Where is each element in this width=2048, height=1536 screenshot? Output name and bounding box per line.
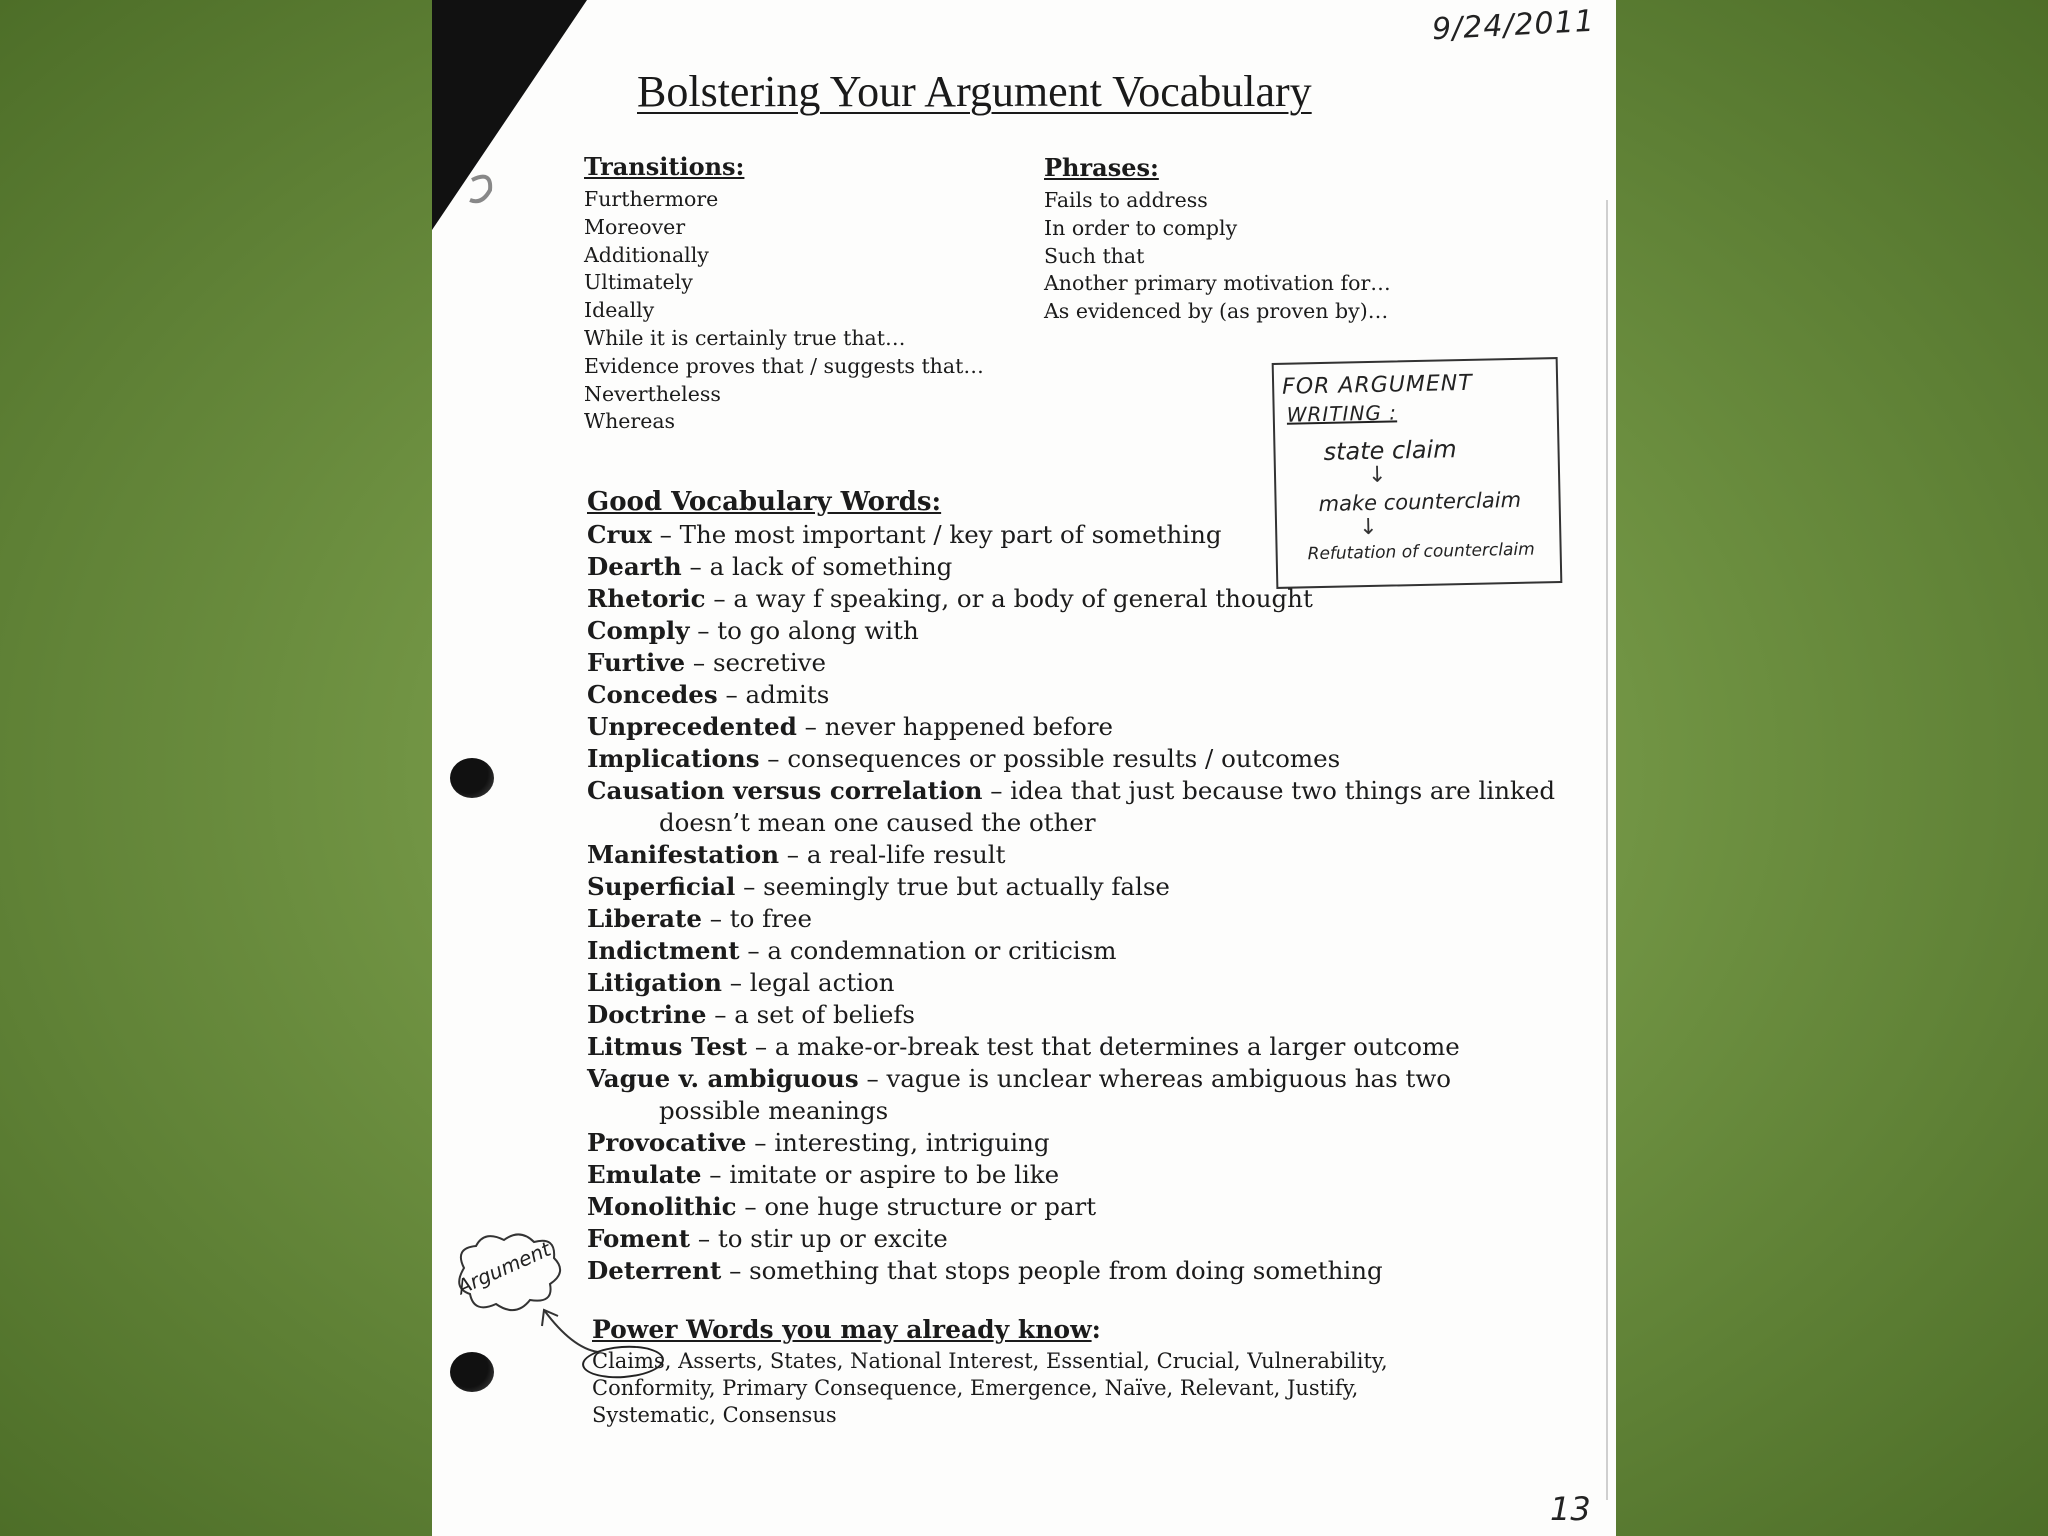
- list-item: Evidence proves that / suggests that…: [584, 353, 984, 378]
- list-item: [587, 551, 1587, 583]
- list-item: Moreover: [584, 214, 686, 239]
- power-heading-colon: :: [1091, 1315, 1101, 1344]
- transitions-list: [584, 186, 984, 436]
- vocab-term: Provocative: [587, 1128, 747, 1157]
- list-item: [587, 519, 1587, 551]
- list-item: Another primary motivation for…: [1044, 271, 1391, 296]
- vocab-definition: – secretive: [685, 648, 826, 677]
- vocab-term: Manifestation: [587, 840, 780, 869]
- vocab-definition: – one huge structure or part: [736, 1192, 1097, 1221]
- power-heading-text: Power Words you may already know: [592, 1315, 1092, 1344]
- vocab-term: Dearth: [587, 552, 682, 581]
- vocab-definition: – interesting, intriguing: [746, 1128, 1050, 1157]
- vocab-definition: – vague is unclear whereas ambiguous has two: [858, 1064, 1452, 1093]
- list-item: [587, 871, 1587, 903]
- vocab-term: Comply: [587, 616, 690, 645]
- phrases-section: [1044, 153, 1391, 326]
- list-item: While it is certainly true that…: [584, 325, 906, 350]
- phrases-heading: Phrases:: [1044, 153, 1159, 182]
- list-item: [587, 903, 1587, 935]
- vocab-definition: – seemingly true but actually false: [735, 872, 1170, 901]
- vocab-term: Deterrent: [587, 1256, 722, 1285]
- vocab-definition: – a real-life result: [779, 840, 1006, 869]
- note-line-2: WRITING :: [1286, 400, 1398, 427]
- vocab-definition: – a set of beliefs: [706, 1000, 915, 1029]
- list-item: [587, 1255, 1587, 1287]
- handwritten-date: 9/24/2011: [1431, 3, 1596, 48]
- vocab-term: Crux: [587, 520, 652, 549]
- vocab-definition: – consequences or possible results / outcomes: [759, 744, 1341, 773]
- vocab-definition: – something that stops people from doing something: [721, 1256, 1383, 1285]
- vocab-term: Unprecedented: [587, 712, 797, 741]
- list-item: [587, 1159, 1587, 1191]
- list-item: [587, 711, 1587, 743]
- punch-hole: [450, 1352, 494, 1392]
- list-item: [587, 935, 1587, 967]
- list-item: [587, 679, 1587, 711]
- list-item: Fails to address: [1044, 188, 1208, 212]
- note-step-claim: state claim: [1323, 435, 1457, 466]
- vocab-definition: – a make-or-break test that determines a larger outcome: [747, 1032, 1460, 1061]
- vocab-definition: – admits: [717, 680, 830, 709]
- vocabulary-section: [587, 485, 1587, 1287]
- page-title: Bolstering Your Argument Vocabulary: [637, 67, 1312, 116]
- vocab-definition: – imitate or aspire to be like: [701, 1160, 1060, 1189]
- down-arrow-icon: ↓: [1358, 514, 1378, 541]
- vocab-definition: – never happened before: [796, 712, 1114, 741]
- power-words-heading: [592, 1314, 1592, 1346]
- list-item: In order to comply: [1044, 215, 1238, 240]
- list-item: [587, 743, 1587, 775]
- vocab-term: Rhetoric: [587, 584, 706, 613]
- list-item-continuation: possible meanings: [659, 1096, 889, 1125]
- vocab-term: Vague v. ambiguous: [587, 1064, 859, 1093]
- argument-scribble-label: Argument: [453, 1236, 555, 1300]
- list-item: [587, 647, 1587, 679]
- vocab-term: Causation versus correlation: [587, 776, 983, 805]
- vocab-definition: – to stir up or excite: [690, 1224, 948, 1253]
- vocab-definition: – to free: [701, 904, 812, 933]
- vocab-definition: – to go along with: [689, 616, 919, 645]
- vocab-term: Furtive: [587, 648, 686, 677]
- vocabulary-list: [587, 519, 1587, 1287]
- vocab-term: Liberate: [587, 904, 702, 933]
- vocab-term: Superficial: [587, 872, 736, 901]
- vocab-term: Monolithic: [587, 1192, 737, 1221]
- list-item: Furthermore: [584, 187, 719, 211]
- list-item: Ultimately: [584, 270, 693, 295]
- list-item: [587, 1127, 1587, 1159]
- vocab-term: Foment: [587, 1224, 691, 1253]
- list-item: [587, 967, 1587, 999]
- list-item-continuation: doesn’t mean one caused the other: [659, 808, 1096, 837]
- power-words-list: [592, 1348, 1472, 1429]
- list-item: Additionally: [584, 242, 709, 267]
- list-item: [587, 1223, 1587, 1255]
- vocab-definition: – a condemnation or criticism: [739, 936, 1117, 965]
- transitions-section: [584, 152, 984, 436]
- list-item: [587, 615, 1587, 647]
- list-item: [587, 1031, 1587, 1063]
- vocab-definition: – idea that just because two things are linked: [982, 776, 1556, 805]
- down-arrow-icon: ↓: [1367, 462, 1387, 489]
- vocab-definition: – legal action: [721, 968, 895, 997]
- transitions-heading: Transitions:: [584, 152, 745, 181]
- note-step-counterclaim: make counterclaim: [1318, 487, 1522, 517]
- phrases-list: [1044, 187, 1391, 326]
- vocab-term: Doctrine: [587, 1000, 707, 1029]
- list-item: Ideally: [584, 298, 655, 323]
- list-item: [587, 1191, 1587, 1223]
- vocab-definition: – a lack of something: [681, 552, 953, 581]
- vocab-term: Concedes: [587, 680, 718, 709]
- page-number: 13: [1550, 1490, 1591, 1528]
- note-step-refutation: Refutation of counterclaim: [1307, 539, 1535, 565]
- document-page: [432, 0, 1616, 1536]
- vocab-definition: – a way f speaking, or a body of general thought: [705, 584, 1313, 613]
- list-item: Whereas: [584, 409, 676, 434]
- list-item: Such that: [1044, 243, 1145, 268]
- punch-hole: [450, 758, 494, 798]
- vocab-term: Litigation: [587, 968, 722, 997]
- folded-corner: [432, 0, 592, 240]
- scan-edge-line: [1606, 200, 1608, 1500]
- list-item: [587, 583, 1587, 615]
- power-words-rest: Asserts, States, National Interest, Essential, Crucial, Vulnerability, Conformity, Primary Consequence, Emergence, Naïve, Relevant, Justify, Systematic, Consensus: [592, 1349, 1388, 1427]
- list-item: As evidenced by (as proven by)…: [1044, 299, 1389, 324]
- vocab-term: Litmus Test: [587, 1032, 748, 1061]
- vocabulary-heading: Good Vocabulary Words:: [587, 487, 942, 517]
- power-words-section: [592, 1314, 1592, 1429]
- note-line-1: FOR ARGUMENT: [1281, 370, 1473, 400]
- list-item: [587, 1063, 1587, 1095]
- list-item: Nevertheless: [584, 381, 721, 406]
- vocab-term: Implications: [587, 744, 760, 773]
- vocab-definition: – The most important / key part of something: [651, 520, 1222, 549]
- list-item: [587, 839, 1587, 871]
- list-item: [587, 775, 1587, 807]
- vocab-term: Indictment: [587, 936, 740, 965]
- list-item: [587, 999, 1587, 1031]
- power-word-claims: Claims,: [592, 1349, 672, 1373]
- vocab-term: Emulate: [587, 1160, 702, 1189]
